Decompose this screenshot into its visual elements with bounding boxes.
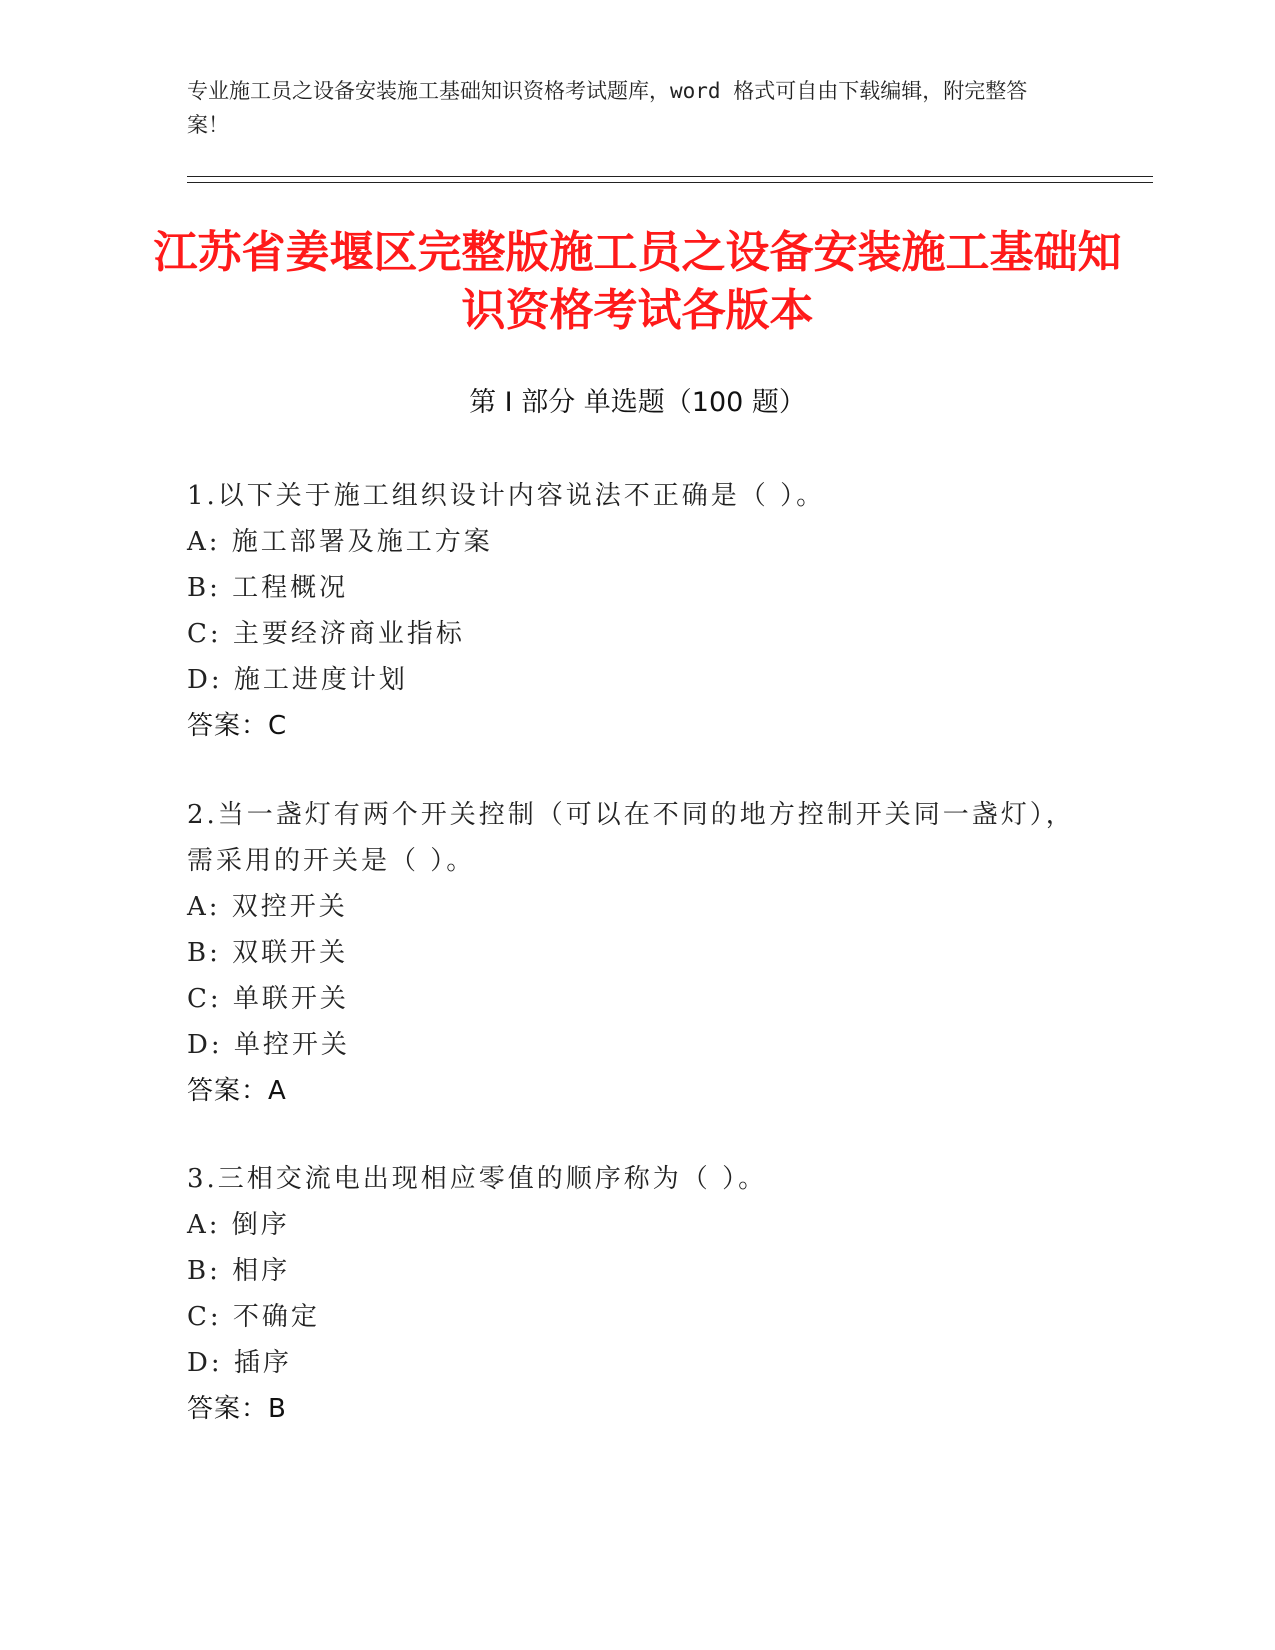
answer-label: 答案：C [187,711,288,741]
option-b: B: 相序 [187,1256,291,1286]
answer-label: 答案：A [187,1076,287,1106]
answer-label: 答案：B [187,1394,287,1424]
header-divider-bottom [187,182,1153,183]
option-b: B: 工程概况 [187,573,349,603]
option-a: A: 双控开关 [187,892,348,922]
option-a: A: 施工部署及施工方案 [187,527,493,557]
option-d: D: 单控开关 [187,1030,350,1060]
question-stem: 1.以下关于施工组织设计内容说法不正确是（ ）。 [187,481,826,511]
section-heading: 第 I 部分 单选题（100 题） [469,387,806,418]
option-d: D: 插序 [187,1348,292,1378]
document-title: 江苏省姜堰区完整版施工员之设备安装施工基础知识资格考试各版本 [153,227,1122,336]
header-divider-top [187,176,1153,177]
question-item [187,792,1087,1114]
option-a: A: 倒序 [187,1210,290,1240]
header-note: 专业施工员之设备安装施工基础知识资格考试题库，word 格式可自由下载编辑，附完整答案！ [187,79,1028,137]
option-b: B: 双联开关 [187,938,349,968]
option-d: D: 施工进度计划 [187,665,408,695]
question-stem: 2.当一盏灯有两个开关控制（可以在不同的地方控制开关同一盏灯），需采用的开关是（ ）。 [187,800,1075,876]
option-c: C: 不确定 [187,1302,320,1332]
question-item [187,473,1087,749]
question-stem: 3.三相交流电出现相应零值的顺序称为（ ）。 [187,1164,768,1194]
option-c: C: 主要经济商业指标 [187,619,465,649]
option-c: C: 单联开关 [187,984,349,1014]
question-item [187,1156,1087,1432]
